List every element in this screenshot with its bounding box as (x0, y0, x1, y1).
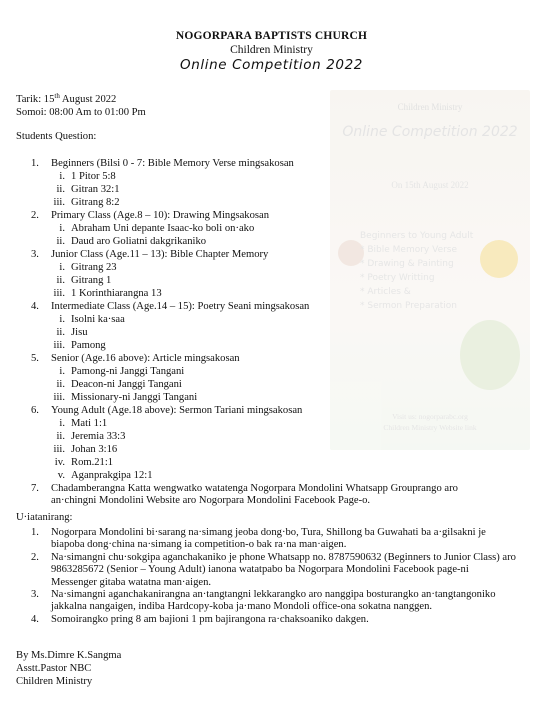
question-item (16, 483, 526, 507)
sub-item-number: ii. (56, 184, 65, 195)
sub-item (51, 457, 526, 470)
sub-item (51, 444, 526, 457)
sub-item-number: iii. (53, 197, 65, 208)
signature-role: Asstt.Pastor NBC (16, 663, 92, 674)
event-date (16, 94, 146, 107)
question-title: Beginners (Bilsi 0 - 7: Bible Memory Verse mingsakosan (51, 158, 294, 169)
question-number: 6. (31, 405, 39, 416)
sub-item-number: i. (59, 171, 65, 182)
instruction-text: Na·simangni chu·sokgipa aganchakaniko je phone Whatsapp no. 8787590632 (Beginners to Junior Class) aro 9863285672 (Senior – Young Adult) ianona watatpabo ba Nogorpara Mondolini Facebook page-ni Messenger gitaba watatna man·aigen. (51, 551, 516, 588)
sub-item-text: Pamong-ni Janggi Tangani (71, 366, 185, 377)
instruction-list (16, 527, 516, 626)
sub-item-number: ii. (56, 327, 65, 338)
sub-item-text: Rom.21:1 (71, 457, 114, 468)
question-item (16, 353, 526, 405)
sub-item-number: i. (59, 262, 65, 273)
sub-item (51, 197, 526, 210)
question-number: 4. (31, 301, 39, 312)
watermark-item: * Drawing & Painting (360, 258, 454, 269)
sub-item-number: iii. (53, 340, 65, 351)
sub-item (51, 392, 526, 405)
sub-item (51, 236, 526, 249)
sub-item (51, 171, 526, 184)
date-suffix: August 2022 (59, 94, 117, 105)
sub-item-number: iii. (53, 288, 65, 299)
church-name: NOGORPARA BAPTISTS CHURCH (175, 30, 368, 42)
question-title: Senior (Age.16 above): Article mingsakosan (51, 353, 240, 364)
question-list (16, 158, 526, 507)
question-item (16, 249, 526, 301)
question-title: Primary Class (Age.8 – 10): Drawing Mingsakosan (51, 210, 270, 221)
sub-item-number: i. (59, 223, 65, 234)
watermark-item: * Poetry Writting (360, 272, 435, 283)
sub-item (51, 379, 526, 392)
sub-item-text: Jeremia 33:3 (71, 431, 126, 442)
question-number: 2. (31, 210, 39, 221)
sub-item-text: Abraham Uni depante Isaac-ko boli on·ako (71, 223, 255, 234)
sub-item-number: iii. (53, 444, 65, 455)
question-title: Chadamberangna Katta wengwatko watatenga Nogorpara Mondolini Whatsapp Grouprango aro an·chingni Mondolini Website aro Nogorpara Mondolini Facebook Page-o. (51, 483, 458, 507)
document-header (0, 30, 543, 74)
sub-item-text: 1 Korinthiarangna 13 (71, 288, 162, 299)
sub-item (51, 366, 526, 379)
watermark-event: Online Competition 2022 (342, 124, 518, 140)
sub-item-number: ii. (56, 275, 65, 286)
sub-item-text: Pamong (71, 340, 106, 351)
question-title: Young Adult (Age.18 above): Sermon Tariani mingsakosan (51, 405, 303, 416)
instruction-number: 2. (31, 551, 39, 563)
watermark-title: Children Ministry (397, 102, 463, 112)
question-number: 7. (31, 483, 39, 494)
sub-item-text: Gitrang 23 (71, 262, 117, 273)
question-item (16, 210, 526, 249)
sub-item-text: Gitrang 1 (71, 275, 112, 286)
instruction-number: 1. (31, 527, 39, 538)
sub-item (51, 418, 526, 431)
sub-item-number: iv. (54, 457, 65, 468)
sub-item-text: Daud aro Goliatni dakgrikaniko (71, 236, 207, 247)
sub-item-number: i. (59, 418, 65, 429)
signature-block (16, 650, 121, 689)
sub-item-text: Gitran 32:1 (71, 184, 120, 195)
sub-item-text: Isolni ka·saa (71, 314, 125, 325)
watermark-item: * Bible Memory Verse (360, 244, 458, 255)
sub-item-number: ii. (56, 431, 65, 442)
question-title: Junior Class (Age.11 – 13): Bible Chapter Memory (51, 249, 269, 260)
sub-item-number: i. (59, 366, 65, 377)
sub-item (51, 223, 526, 236)
watermark-date: On 15th August 2022 (391, 180, 469, 190)
sub-item (51, 288, 526, 301)
sub-item-text: Deacon-ni Janggi Tangani (71, 379, 182, 390)
event-time: Somoi: 08:00 Am to 01:00 Pm (16, 107, 146, 118)
sub-item-text: Aganprakgipa 12:1 (71, 470, 153, 481)
instruction-text: Nogorpara Mondolini bi·sarang na·simang jeoba dong·bo, Tura, Shillong ba Guwahati ba a·gilsakni je biapoba dong·china na·simang ia competition-o bak ra·na man·aigen. (51, 527, 486, 551)
watermark-item: * Sermon Preparation (360, 300, 457, 311)
instruction-item (16, 589, 516, 614)
sub-item (51, 314, 526, 327)
watermark-footer-url: Visit us: nogorparabc.org (392, 412, 468, 421)
sub-item (51, 470, 526, 483)
instruction-text: Somoirangko pring 8 am bajioni 1 pm bajirangona ra·chaksoaniko dakgen. (51, 613, 369, 625)
instructions-heading: U·iatanirang: (16, 512, 73, 523)
signature-dept: Children Ministry (16, 676, 93, 687)
sub-item-text: Johan 3:16 (71, 444, 118, 455)
sub-item-number: ii. (56, 236, 65, 247)
signature-name: By Ms.Dimre K.Sangma (16, 650, 122, 661)
instruction-item (16, 527, 516, 552)
sub-item-number: iii. (53, 392, 65, 403)
sub-item-text: Missionary-ni Janggi Tangani (71, 392, 198, 403)
sub-item (51, 184, 526, 197)
question-number: 5. (31, 353, 39, 364)
event-meta (16, 94, 146, 120)
instruction-number: 3. (31, 588, 39, 600)
sub-item-number: ii. (56, 379, 65, 390)
sub-item-number: v. (57, 470, 65, 481)
sub-item-text: Mati 1:1 (71, 418, 108, 429)
instruction-item (16, 552, 516, 589)
question-number: 1. (31, 158, 39, 169)
sub-item-text: 1 Pitor 5:8 (71, 171, 116, 182)
sub-item-text: Gitrang 8:2 (71, 197, 120, 208)
event-title: Online Competition 2022 (180, 57, 363, 74)
instruction-text: Na·simangni aganchakanirangna an·tangtangni lekkarangko aro nanggipa bosturangko an·tangtangoniko jakkalna nangaigen, indiba Hardcopy-koba ja·mano Mondoli office-ona sokatna nanggen. (51, 588, 496, 613)
watermark-heading: Beginners to Young Adult (360, 231, 474, 241)
watermark-footer-link: Children Ministry Website link (383, 422, 477, 432)
sub-item (51, 431, 526, 444)
question-number: 3. (31, 249, 39, 260)
instruction-item (16, 614, 516, 626)
sub-item (51, 327, 526, 340)
sub-item (51, 262, 526, 275)
students-question-heading: Students Question: (16, 131, 97, 142)
ministry-name: Children Ministry (230, 44, 313, 57)
date-superscript: th (54, 92, 60, 100)
sub-item-number: i. (59, 314, 65, 325)
watermark-item: * Articles & (360, 286, 411, 297)
sub-item (51, 275, 526, 288)
date-prefix: Tarik: 15 (16, 94, 55, 105)
question-title: Intermediate Class (Age.14 – 15): Poetry Seani mingsakosan (51, 301, 310, 312)
question-item (16, 301, 526, 353)
instruction-number: 4. (31, 613, 39, 625)
question-item (16, 158, 526, 210)
sub-item (51, 340, 526, 353)
sub-item-text: Jisu (71, 327, 88, 338)
question-item (16, 405, 526, 483)
